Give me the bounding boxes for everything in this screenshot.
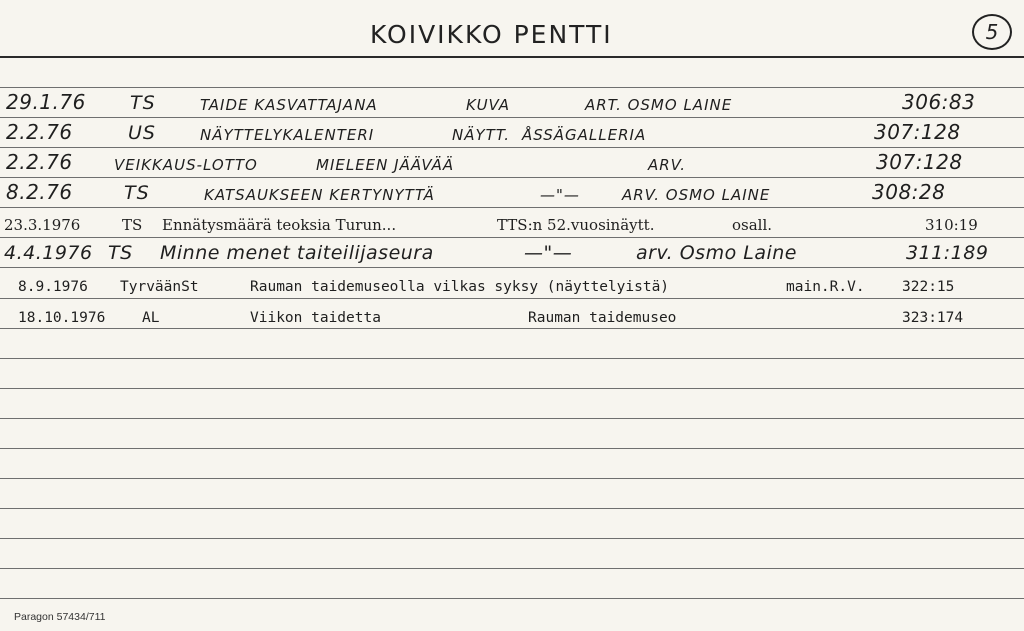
entry-date: 2.2.76 [6,120,73,144]
entry-title: TAIDE KASVATTAJANA [200,96,378,114]
entry-ref: 307:128 [874,120,961,144]
ruled-line [0,598,1024,599]
entry-source: TS [122,216,143,234]
entry-title: Rauman taidemuseolla vilkas syksy (näyttelyistä) [250,279,670,295]
entry-ref: 308:28 [872,180,946,204]
entry-row [0,86,1024,116]
entry-row [0,236,1024,266]
entry-note: main.R.V. [786,279,865,295]
entry-source: TS [124,182,150,204]
entry-title: MIELEEN JÄÄVÄÄ [316,156,455,174]
entry-type: NÄYTT. [452,126,510,144]
entry-date: 8.2.76 [6,180,73,204]
entry-title: Viikon taidetta [250,310,381,326]
entry-date: 8.9.1976 [18,279,88,295]
ruled-line [0,388,1024,389]
ruled-line [0,448,1024,449]
header-rule [0,56,1024,58]
entry-row [0,146,1024,176]
entry-title: KATSAUKSEEN KERTYNYTTÄ [204,186,435,204]
entry-type: —"— [540,186,580,204]
entry-source: US [128,122,156,144]
entry-note: ART. OSMO LAINE [585,96,733,114]
ruled-line [0,568,1024,569]
ruled-line [0,358,1024,359]
entry-source: TS [108,242,133,264]
card-footer-print: Paragon 57434/711 [14,611,106,623]
entry-ref: 307:128 [876,150,963,174]
entry-ref: 322:15 [902,279,955,295]
entry-ref: 311:189 [906,242,989,264]
ruled-line [0,328,1024,329]
ruled-line [0,538,1024,539]
entry-ref: 310:19 [925,216,978,234]
entry-source: TyrväänSt [120,279,199,295]
entry-note: ARV. [648,156,686,174]
entry-source: AL [142,310,160,326]
entry-date: 29.1.76 [6,90,86,114]
entry-note: ARV. OSMO LAINE [622,186,771,204]
entry-title: NÄYTTELYKALENTERI [200,126,375,144]
entry-date: 23.3.1976 [4,216,81,234]
entry-source: TS [130,92,156,114]
entry-type: TTS:n 52.vuosinäytt. [497,216,655,234]
card-title: KOIVIKKO PENTTI [370,20,613,49]
entry-note: osall. [732,216,773,234]
entry-row [0,176,1024,206]
entry-type: —"— [524,242,573,264]
ruled-line [0,418,1024,419]
entry-title: Minne menet taiteilijaseura [160,242,434,264]
entry-row [0,116,1024,146]
ruled-line [0,508,1024,509]
entry-date: 18.10.1976 [18,310,106,326]
entry-date: 4.4.1976 [4,242,93,264]
entry-row [0,298,1024,328]
entry-source: VEIKKAUS-LOTTO [114,156,258,174]
entry-date: 2.2.76 [6,150,73,174]
entry-ref: 306:83 [902,90,976,114]
card-number-badge: 5 [972,14,1012,50]
entry-note: arv. Osmo Laine [636,242,797,264]
entry-type: Rauman taidemuseo [528,310,677,326]
entry-type: KUVA [466,96,511,114]
ruled-line [0,478,1024,479]
entry-row [0,267,1024,297]
entry-ref: 323:174 [902,310,964,326]
entry-note: ÅSSÄGALLERIA [522,126,647,144]
entry-row [0,206,1024,236]
entry-title: Ennätysmäärä teoksia Turun... [162,216,397,234]
